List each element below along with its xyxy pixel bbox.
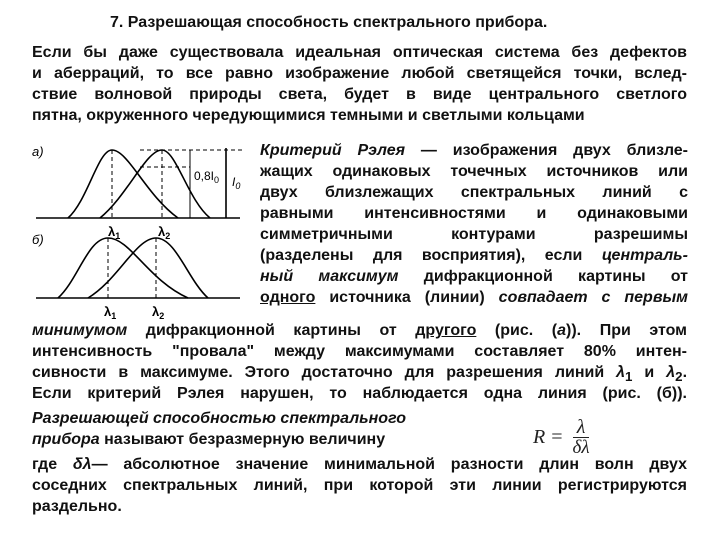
formula-denominator: δλ [572, 437, 590, 458]
intro-line-2: и аберраций, то все равно изображение любой светящейся точки, вслед- [32, 65, 687, 82]
cont-line-16: соседних спектральных линий, при которой эти линии регистрируются [32, 477, 687, 494]
formula-numerator: λ [573, 417, 590, 438]
a-lambda1-label: $\lambda_1$ [108, 224, 121, 241]
rayleigh-criterion-figure [28, 140, 258, 325]
label-a: а) [32, 144, 44, 159]
cont-line-10: интенсивность "провала" между максимумами составляет 80% интен- [32, 343, 687, 360]
intro-line-3: ствие волновой природы света, будет в виде центрального светлого [32, 86, 687, 103]
rayleigh-line-6: (разделены для восприятия), если централь- [260, 247, 688, 264]
cont-line-14: прибора называют безразмерную величину [32, 431, 386, 448]
label-b: б) [32, 232, 44, 247]
ratio-label: $0,8I_0$ [194, 169, 220, 185]
cont-line-9: минимумом дифракционной картины от другого (рис. (а)). При этом [32, 322, 688, 339]
resolving-power-formula [533, 417, 594, 458]
peak-label: $I_0$ [232, 175, 241, 191]
intro-line-4: пятна, окруженного чередующимися темными и светлыми кольцами [32, 107, 585, 124]
cont-line-13: Разрешающей способностью спектрального [32, 410, 406, 427]
cont-line-11: сивности в максимуме. Этого достаточно для разрешения линий $\lambda_1$ и $\lambda_2$. [32, 364, 688, 385]
cont-line-12: Если критерий Рэлея нарушен, то наблюдается одна линия (рис. (б)). [32, 385, 687, 402]
rayleigh-line-1: Критерий Рэлея — изображения двух близле- [260, 142, 689, 159]
a-lambda2-label: $\lambda_2$ [158, 224, 171, 241]
curve-a-lambda2 [100, 150, 210, 218]
intro-line-1: Если бы даже существовала идеальная оптическая система без дефектов [32, 44, 687, 61]
b-lambda1-label: $\lambda_1$ [104, 304, 117, 321]
rayleigh-line-4: равными интенсивностями и одинаковыми [260, 205, 688, 222]
cont-line-15: где δλ— абсолютное значение минимальной разности длин волн двух [32, 456, 687, 473]
formula-lhs: R [533, 426, 546, 448]
rayleigh-term: Критерий Рэлея [260, 142, 406, 159]
rayleigh-line-2: жащих одинаковых точечных источников или [260, 163, 688, 180]
formula-fraction [569, 417, 594, 458]
b-lambda2-label: $\lambda_2$ [152, 304, 165, 321]
page-title: 7. Разрешающая способность спектрального прибора. [110, 14, 548, 31]
rayleigh-line-3: двух близлежащих спектральных линий с [260, 184, 688, 201]
rayleigh-line-5: симметричными контурами разрешимы [260, 226, 688, 243]
formula-eq: = [551, 426, 563, 448]
rayleigh-line-8: одного источника (линии) совпадает с первым [260, 289, 688, 306]
cont-line-17: раздельно. [32, 498, 122, 515]
curve-b-lambda1 [58, 238, 188, 298]
rayleigh-line-7: ный максимум дифракционной картины от [260, 268, 689, 285]
